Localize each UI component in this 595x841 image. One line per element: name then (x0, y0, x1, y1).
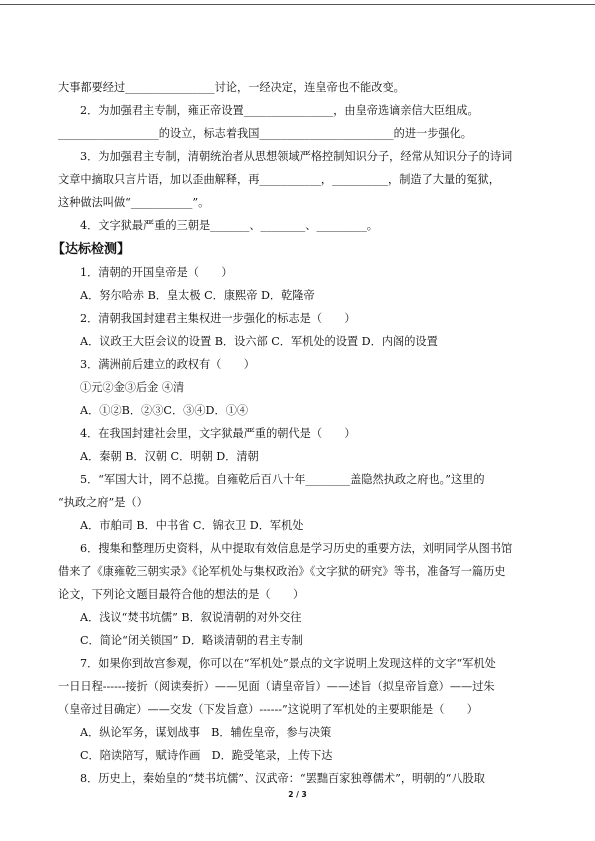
q5-line-2: “执政之府”是（） (58, 496, 148, 509)
fill-q4-line-1: 4．文字狱最严重的三朝是_______、________、_________。 (80, 219, 378, 232)
q3-options: A．①②B．②③C．③④D．①④ (80, 404, 249, 417)
q2-options: A．议政王大臣会议的设置 B．设六部 C．军机处的设置 D．内阁的设置 (80, 335, 438, 348)
q7-line-3: （皇帝过目确定）——交发（下发旨意）------”这说明了军机处的主要职能是（ ） (58, 703, 478, 716)
fill-q3-line-2: 文章中摘取只言片语，加以歪曲解释，再___________，__________，制造了大量的冤狱， (58, 173, 500, 186)
q6-options-1: A．浅议“焚书坑儒” B．叙说清朝的对外交往 (80, 611, 302, 624)
document-body (52, 76, 548, 790)
q4-stem: 4．在我国封建社会里，文字狱最严重的朝代是（ ） (80, 427, 356, 440)
q4-options: A．秦朝 B．汉朝 C．明朝 D．清朝 (80, 450, 259, 463)
page-number: 2 / 3 (288, 790, 307, 799)
fill-q2-line-2: __________________的设立，标志着我国________________________的进一步强化。 (58, 127, 472, 140)
q1-stem: 1．清朝的开国皇帝是（ ） (80, 266, 233, 279)
fill-q3-line-1: 3．为加强君主专制，清朝统治者从思想领域严格控制知识分子，经常从知识分子的诗词 (80, 150, 513, 163)
page-top-rule (0, 4, 595, 5)
fill-q2-line-1: 2．为加强君主专制，雍正帝设置________________，由皇帝选谪亲信大臣组成。 (80, 104, 479, 117)
section-title: 【达标检测】 (52, 242, 131, 257)
q5-options: A．市舶司 B．中书省 C．锦衣卫 D．军机处 (80, 519, 304, 532)
q2-stem: 2．清朝我国封建君主集权进一步强化的标志是（ ） (80, 312, 356, 325)
q6-options-2: C．简论“闭关锁国” D．略谈清朝的君主专制 (80, 634, 303, 647)
q7-options-2: C．陪读陪写，赋诗作画 D．跪受笔录，上传下达 (80, 749, 333, 762)
q7-options-1: A．纵论军务，谋划战事 B．辅佐皇帝，参与决策 (80, 726, 332, 739)
fill-line-1: 大事都要经过________________讨论，一经决定，连皇帝也不能改变。 (58, 81, 405, 94)
q6-line-1: 6．搜集和整理历史资料，从中提取有效信息是学习历史的重要方法，刘明同学从图书馆 (80, 542, 513, 555)
q7-line-2: 一日日程------接折（阅读奏折）——见面（请皇帝旨）——述旨（拟皇帝旨意）——过朱 (58, 680, 495, 693)
fill-q3-line-3: 这种做法叫做“___________”。 (58, 196, 210, 209)
q1-options: A．努尔哈赤 B．皇太极 C．康熙帝 D．乾隆帝 (80, 289, 315, 302)
q8-line-1: 8．历史上，秦始皇的“焚书坑儒”、汉武帝：“罢黜百家独尊儒术”，明朝的“八股取 (80, 772, 485, 785)
q3-choices: ①元②金③后金 ④清 (80, 381, 185, 394)
q3-stem: 3．满洲前后建立的政权有（ ） (80, 358, 255, 371)
q7-line-1: 7．如果你到故宫参观，你可以在“军机处”景点的文字说明上发现这样的文字“军机处 (80, 657, 496, 670)
q6-line-3: 论文，下列论文题目最符合他的想法的是（ ） (58, 588, 305, 601)
q6-line-2: 借来了《康雍乾三朝实录》《论军机处与集权政治》《文字狱的研究》等书，准备写一篇历史 (58, 565, 506, 578)
q5-line-1: 5．“军国大计，罔不总揽。自雍乾后百八十年________盖隐然执政之府也。”这里的 (80, 473, 485, 486)
